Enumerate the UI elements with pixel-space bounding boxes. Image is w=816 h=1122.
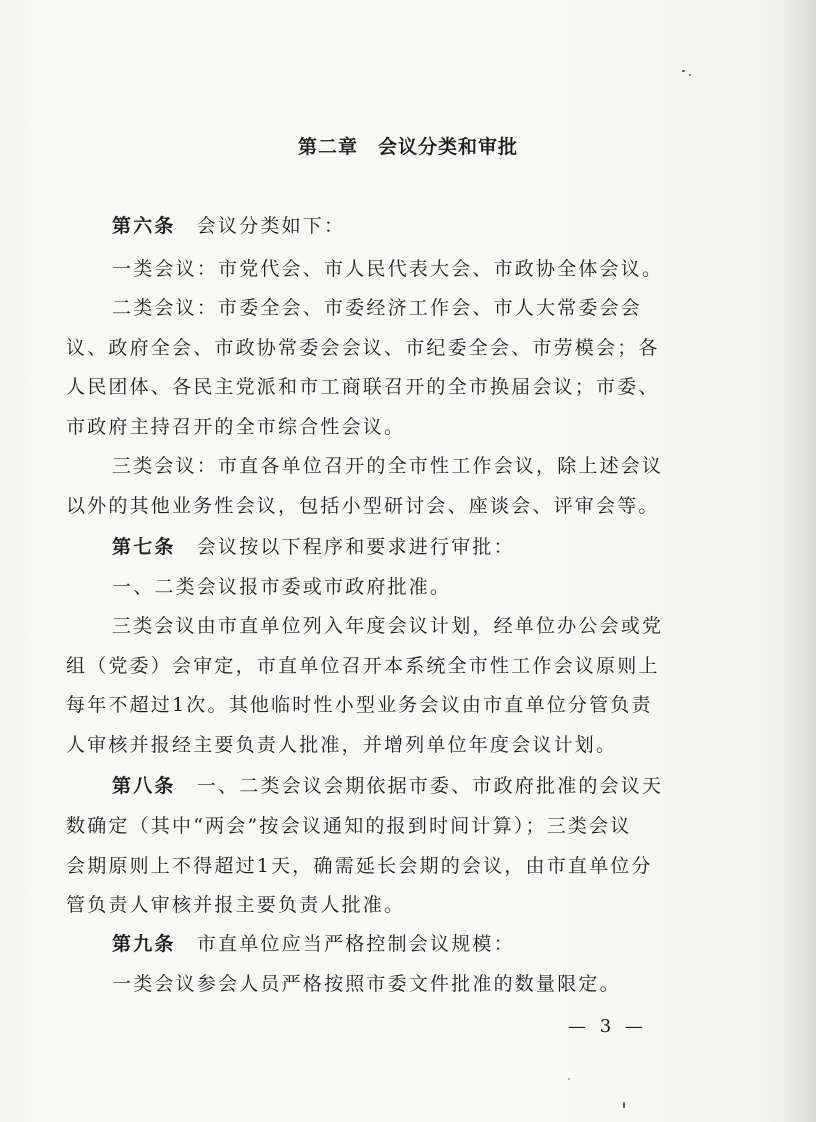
class2-line-3: 市政府主持召开的全市综合性会议。 [66, 416, 406, 438]
article-7-para-2-line-0: 三类会议由市直单位列入年度会议计划，经单位办公会或党 [112, 615, 664, 637]
page-edge-shadow [758, 0, 816, 1122]
scan-speck [682, 70, 685, 72]
class2-line-1: 议、政府全会、市政协常委会会议、市纪委全会、市劳模会；各 [66, 337, 660, 359]
class3-line-1: 以外的其他业务性会议，包括小型研讨会、座谈会、评审会等。 [66, 495, 660, 517]
article-7-text: 会议按以下程序和要求进行审批： [175, 536, 515, 558]
scan-speck [689, 74, 691, 76]
article-8-line [112, 774, 663, 798]
article-6-label: 第六条 [112, 215, 176, 237]
article-7-para-2-line-1: 组（党委）会审定，市直单位召开本系统全市性工作会议原则上 [66, 655, 660, 677]
article-8-line-3: 管负责人审核并报主要负责人批准。 [66, 894, 406, 916]
scan-speck [623, 1102, 625, 1108]
article-8-line-2: 会期原则上不得超过1天，确需延长会期的会议，由市直单位分 [66, 855, 653, 877]
article-9-label: 第九条 [112, 933, 176, 955]
scan-speck [568, 1078, 570, 1080]
article-8-line-1: 数确定（其中“两会”按会议通知的报到时间计算）；三类会议 [66, 815, 632, 837]
article-7-para-2-line-2: 每年不超过1次。其他临时性小型业务会议由市直单位分管负责 [66, 694, 653, 716]
class1-text: 一类会议：市党代会、市人民代表大会、市政协全体会议。 [112, 258, 664, 280]
class3-line-0: 三类会议：市直各单位召开的全市性工作会议，除上述会议 [112, 455, 664, 477]
article-8-text: 一、二类会议会期依据市委、市政府批准的会议天 [175, 775, 664, 797]
article-6-line [112, 214, 345, 238]
article-8-label: 第八条 [112, 775, 176, 797]
article-9-line [112, 932, 515, 956]
class2-line-0: 二类会议：市委全会、市委经济工作会、市人大常委会会 [112, 297, 643, 319]
article-7-para-2-line-3: 人审核并报经主要负责人批准，并增列单位年度会议计划。 [66, 734, 618, 756]
article-7-para-1: 一、二类会议报市委或市政府批准。 [112, 576, 452, 598]
article-7-line [112, 535, 515, 559]
page-number: — 3 — [568, 1016, 647, 1037]
article-6-text: 会议分类如下： [175, 215, 346, 237]
class2-line-2: 人民团体、各民主党派和市工商联召开的全市换届会议；市委、 [66, 376, 660, 398]
article-9-para-1: 一类会议参会人员严格按照市委文件批准的数量限定。 [112, 973, 621, 995]
article-9-text: 市直单位应当严格控制会议规模： [175, 933, 515, 955]
chapter-title: 第二章 会议分类和审批 [297, 136, 518, 158]
article-7-label: 第七条 [112, 536, 176, 558]
